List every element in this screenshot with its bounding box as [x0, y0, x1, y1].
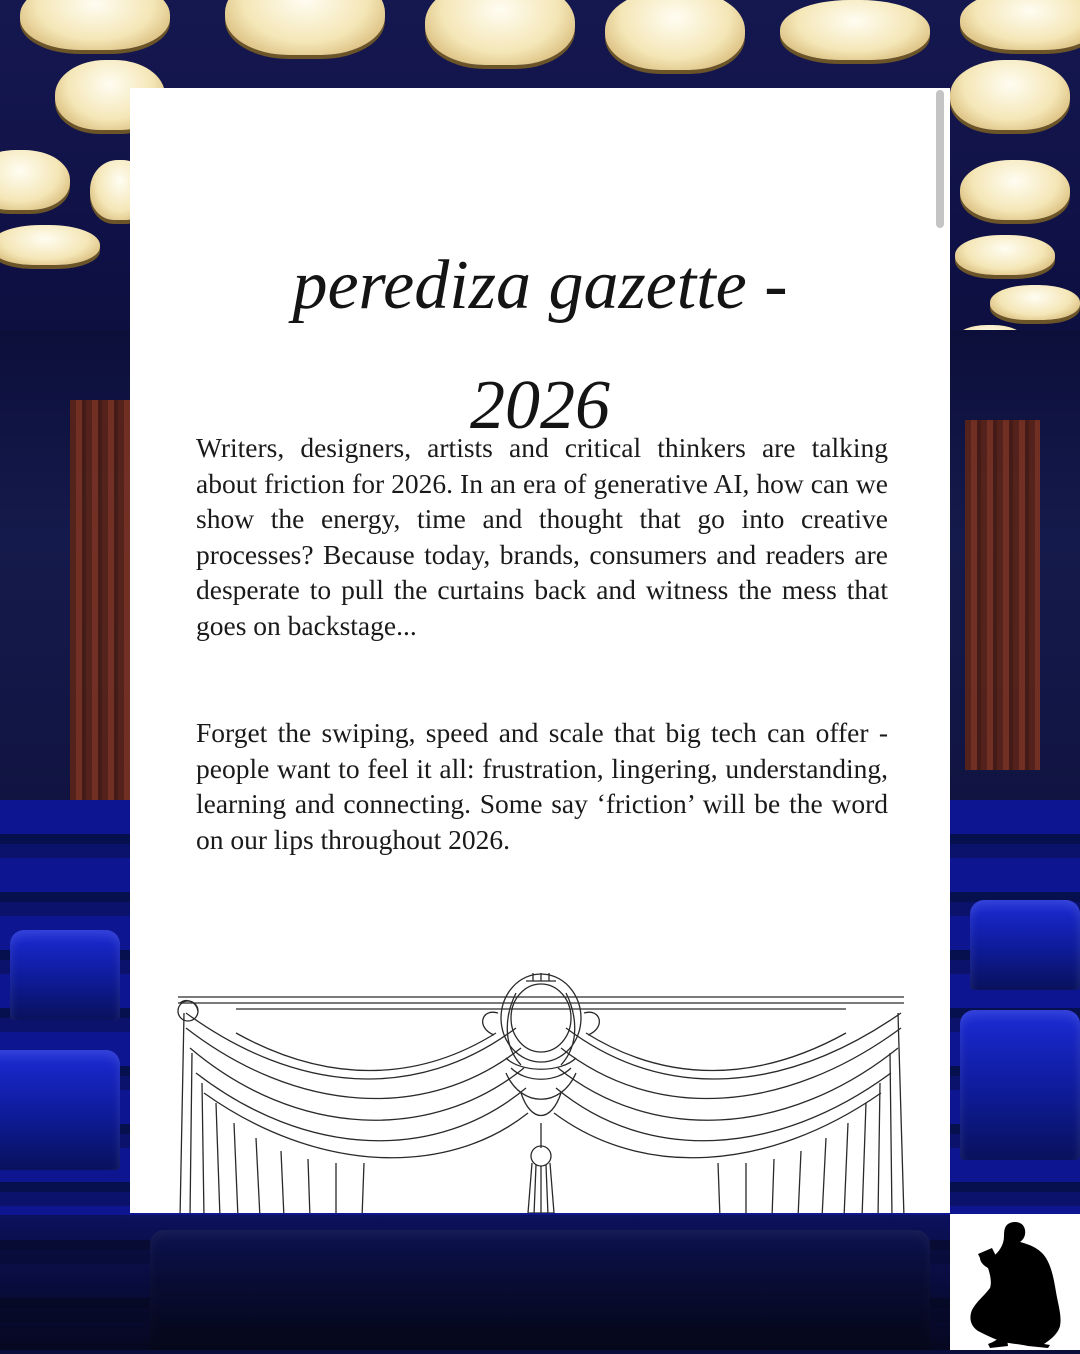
- floor-shadow: [0, 1215, 1080, 1350]
- stage-curtain-left: [70, 400, 130, 810]
- reading-figure-silhouette-logo: [950, 1214, 1080, 1350]
- paragraph-1: Writers, designers, artists and critical thinkers are talking about friction for 2026. In an era of generative AI, how can we show the energy, time and thought that go into creative processes? Because today, brands, consumers and readers are desperate to pull the curtains back and witness the mess that goes on backstage...: [196, 432, 888, 641]
- post-title-text: perediza gazette - 2026: [292, 247, 788, 444]
- post-card: [130, 88, 950, 1213]
- theatre-curtain-drape-illustration: [176, 973, 906, 1213]
- scrollbar[interactable]: [936, 90, 944, 228]
- stage-curtain-right: [965, 420, 1040, 770]
- paragraph-2: Forget the swiping, speed and scale that big tech can offer - people want to feel it all: frustration, lingering, understanding, learning and connecting. Some say ‘friction’ will be the word on our lips throughout 2026.: [196, 717, 888, 855]
- logo-box: [950, 1214, 1080, 1350]
